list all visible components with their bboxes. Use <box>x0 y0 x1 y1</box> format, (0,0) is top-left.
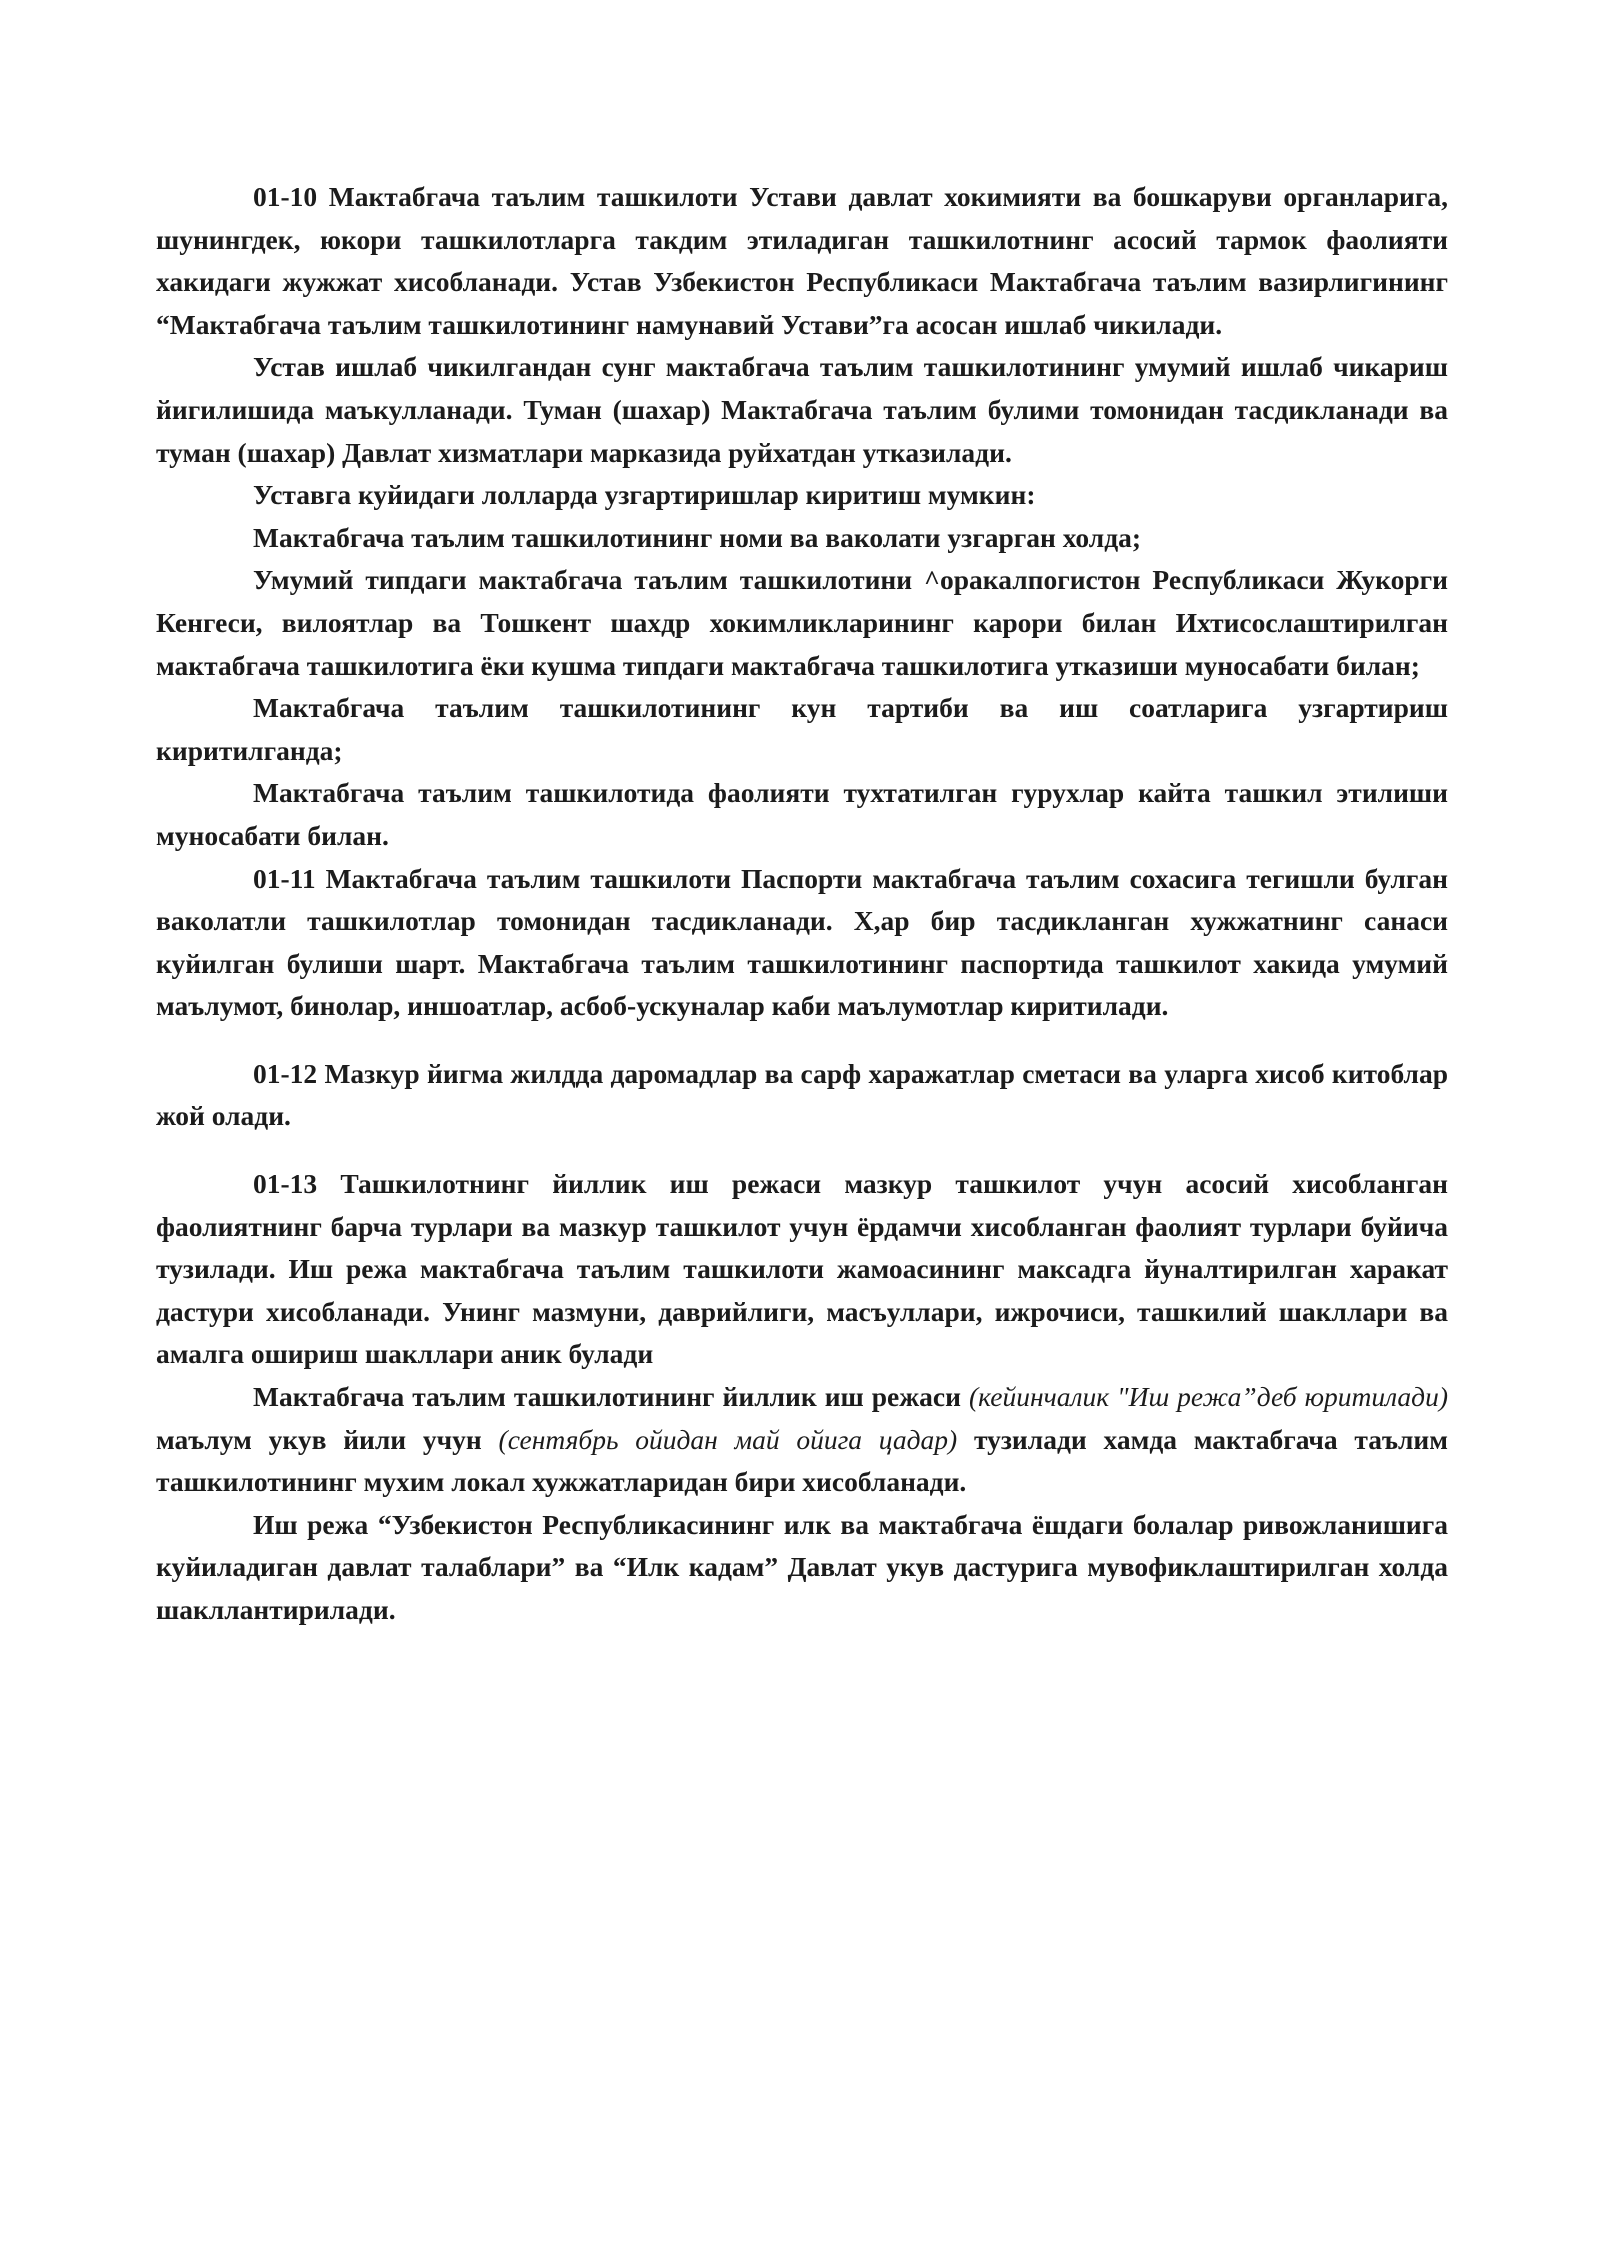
paragraph-passport: 01-11 Мактабгача таълим ташкилоти Паспорти мактабгача таълим сохасига тегишли булган ваколатли ташкилотлар томонидан тасдикланади. Х,ар бир тасдикланган хужжатнинг санаси куйилган булиши шарт. Мактабгача таълим ташкилотининг паспортида ташкилот хакида умумий маълумот, бинолар, иншоатлар, асбоб-ускуналар каби маълумотлар киритилади. <box>156 862 1448 1022</box>
annual-plan-note-italic-2: (сентябрь ойидан май ойига цадар) <box>498 1423 958 1455</box>
paragraph-plan-alignment: Иш режа “Узбекистон Республикасининг илк ва мактабгача ёшдаги болалар ривожланишига куйиладиган давлат талаблари” ва “Илк кадам” Давлат укув дастурига мувофиклаштирилган холда шакллантирилади. <box>156 1508 1448 1625</box>
annual-plan-text-3: тузилади хамда мактабгача таълим ташкилотининг мухим локал хужжатларидан бири хисобланади. <box>156 1423 1449 1498</box>
paragraph-annual-plan: 01-13 Ташкилотнинг йиллик иш режаси мазкур ташкилот учун асосий хисобланган фаолиятнинг барча турлари ва мазкур ташкилот учун ёрдамчи хисобланган фаолият турлари буйича тузилади. Иш режа мактабгача таълим ташкилоти жамоасининг максадга йуналтирилган харакат дастури хисобланади. Унинг мазмуни, даврийлиги, масъуллари, ижрочиси, ташкилий шакллари ва амалга ошириш шакллари аник булади <box>156 1168 1448 1370</box>
paragraph-budget-estimate: 01-12 Мазкур йигма жилдда даромадлар ва сарф харажатлар сметаси ва уларга хисоб китоблар жой олади. <box>156 1057 1448 1132</box>
paragraph-change-case-groups: Мактабгача таълим ташкилотида фаолияти тухтатилган гурухлар кайта ташкил этилиши муносабати билан. <box>156 777 1448 851</box>
paragraph-charter-approval: Устав ишлаб чикилгандан сунг мактабгача таълим ташкилотининг умумий ишлаб чикариш йигилишида маъкулланади. Туман (шахар) Мактабгача таълим булими томонидан тасдикланади ва туман (шахар) Давлат хизматлари марказида руйхатдан утказилади. <box>156 351 1448 468</box>
annual-plan-text-2: маълум укув йили учун <box>156 1423 482 1455</box>
document-body <box>156 176 1448 1632</box>
paragraph-change-case-schedule: Мактабгача таълим ташкилотининг кун тартиби ва иш соатларига узгартириш киритилганда; <box>156 692 1448 766</box>
paragraph-change-case-type: Умумий типдаги мактабгача таълим ташкилотини ^оракалпогистон Республикаси Жукорги Кенгеси, вилоятлар ва Тошкент шахдр хокимликларининг карори билан Ихтисослаштирилган мактабгача ташкилотига ёки кушма типдаги мактабгача ташкилотига утказиши муносабати билан; <box>156 564 1448 681</box>
annual-plan-text-1: Мактабгача таълим ташкилотининг йиллик иш режаси <box>253 1381 961 1413</box>
annual-plan-note-italic-1: (кейинчалик "Иш режа”деб юритилади) <box>968 1381 1448 1413</box>
paragraph-change-case-name: Мактабгача таълим ташкилотининг номи ва ваколати узгарган холда; <box>253 521 1142 553</box>
paragraph-charter-changes-lead: Уставга куйидаги лолларда узгартиришлар киритиш мумкин: <box>253 479 1036 511</box>
paragraph-charter-intro: 01-10 Мактабгача таълим ташкилоти Устави давлат хокимияти ва бошкаруви органларига, шунингдек, юкори ташкилотларга такдим этиладиган ташкилотнинг асосий тармок фаолияти хакидаги жужжат хисобланади. Устав Узбекистон Республикаси Мактабгача таълим вазирлигининг “Мактабгача таълим ташкилотининг намунавий Устави”га асосан ишлаб чикилади. <box>156 181 1448 340</box>
paragraph-annual-plan-definition <box>156 1376 1448 1504</box>
